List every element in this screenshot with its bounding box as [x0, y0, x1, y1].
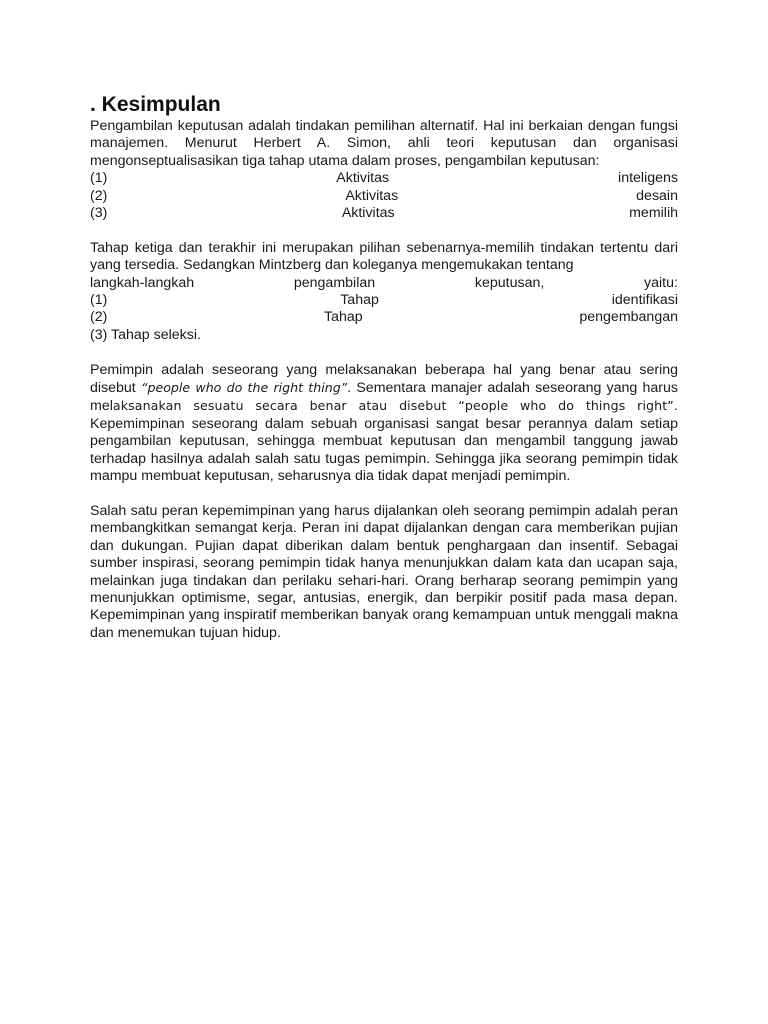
document-page	[90, 92, 678, 642]
stage-word: Aktivitas	[341, 205, 395, 222]
paragraph-role: Salah satu peran kepemimpinan yang harus dijalankan oleh seorang pemimpin adalah peran membangkitkan semangat kerja. Peran ini dapat dijalankan dengan cara memberikan pujian dan dukungan. Pujian dapat diberikan dalam bentuk penghargaan dan insentif. Sebagai sumber inspirasi, seorang pemimpin tidak hanya menunjukkan dalam kata dan ucapan saja, melainkan juga tindakan dan perilaku sehari-hari. Orang berharap seorang pemimpin yang menunjukkan optimisme, segar, antusias, energik, dan berpikir positif pada masa depan. Kepemimpinan yang inspiratif memberikan banyak orang kemampuan untuk menggali makna dan menemukan tujuan hidup.	[90, 502, 678, 641]
paragraph-gap	[90, 344, 678, 361]
stage-word: Aktivitas	[345, 187, 399, 204]
stage-number: (1)	[90, 292, 108, 309]
stage-number: (3)	[90, 205, 108, 222]
stage-word: Tahap	[324, 309, 363, 326]
stage-number: (2)	[90, 187, 108, 204]
stage-number: (2)	[90, 309, 108, 326]
mintzberg-intro-line	[90, 275, 678, 292]
intro-word: yaitu:	[644, 274, 678, 291]
mintzberg-stage-3: (3) Tahap seleksi.	[90, 326, 201, 343]
leader-quote: “people who do the right thing”	[140, 380, 348, 396]
simon-stage-3	[90, 205, 678, 222]
simon-stage-2	[90, 188, 678, 205]
mintzberg-stage-1	[90, 292, 678, 309]
leader-text: Pemimpin adalah seseorang yang melaksanakan beberapa hal yang benar atau sering disebut	[90, 361, 678, 397]
manager-quote: aksanakan sesuatu secara benar atau disebut “people who do things right”.	[112, 398, 678, 414]
stage-name: inteligens	[618, 170, 678, 187]
leader-text: Kepemimpinan seseorang dalam sebuah organisasi sangat besar perannya dalam setiap pengambilan keputusan, sehingga membuat keputusan dan mengambil tanggung jawab terhadap hasilnya adalah salah satu tugas pemimpin. Sehingga jika seorang pemimpin tidak mampu membuat keputusan, seharusnya dia tidak dapat menjadi pemimpin.	[90, 415, 678, 485]
paragraph-gap	[90, 222, 678, 239]
simon-stage-1	[90, 170, 678, 187]
stage-word: Tahap	[340, 292, 379, 309]
paragraph-mintzberg: Tahap ketiga dan terakhir ini merupakan pilihan sebenarnya-memilih tindakan tertentu dari yang tersedia. Sedangkan Mintzberg dan koleganya mengemukakan tentang	[90, 239, 678, 274]
paragraph-gap	[90, 486, 678, 503]
stage-number: (1)	[90, 170, 108, 187]
stage-name: identifikasi	[611, 292, 678, 309]
stage-name: memilih	[629, 205, 678, 222]
paragraph-simon: Pengambilan keputusan adalah tindakan pemilihan alternatif. Hal ini berkaian dengan fungsi manajemen. Menurut Herbert A. Simon, ahli teori keputusan dan organisasi mengonseptualisasikan tiga tahap utama dalam proses, pengambilan keputusan:	[90, 118, 678, 169]
section-title: . Kesimpulan	[90, 93, 221, 116]
leader-text: . Sementara manajer adalah seseorang yang harus mel	[90, 380, 678, 415]
mintzberg-stage-2	[90, 309, 678, 326]
intro-word: langkah-langkah	[90, 274, 195, 291]
stage-name: pengembangan	[579, 309, 678, 326]
intro-word: pengambilan	[293, 274, 376, 291]
paragraph-leader	[90, 362, 678, 486]
stage-name: desain	[636, 187, 678, 204]
intro-word: keputusan,	[474, 274, 545, 291]
stage-word: Aktivitas	[336, 170, 390, 187]
